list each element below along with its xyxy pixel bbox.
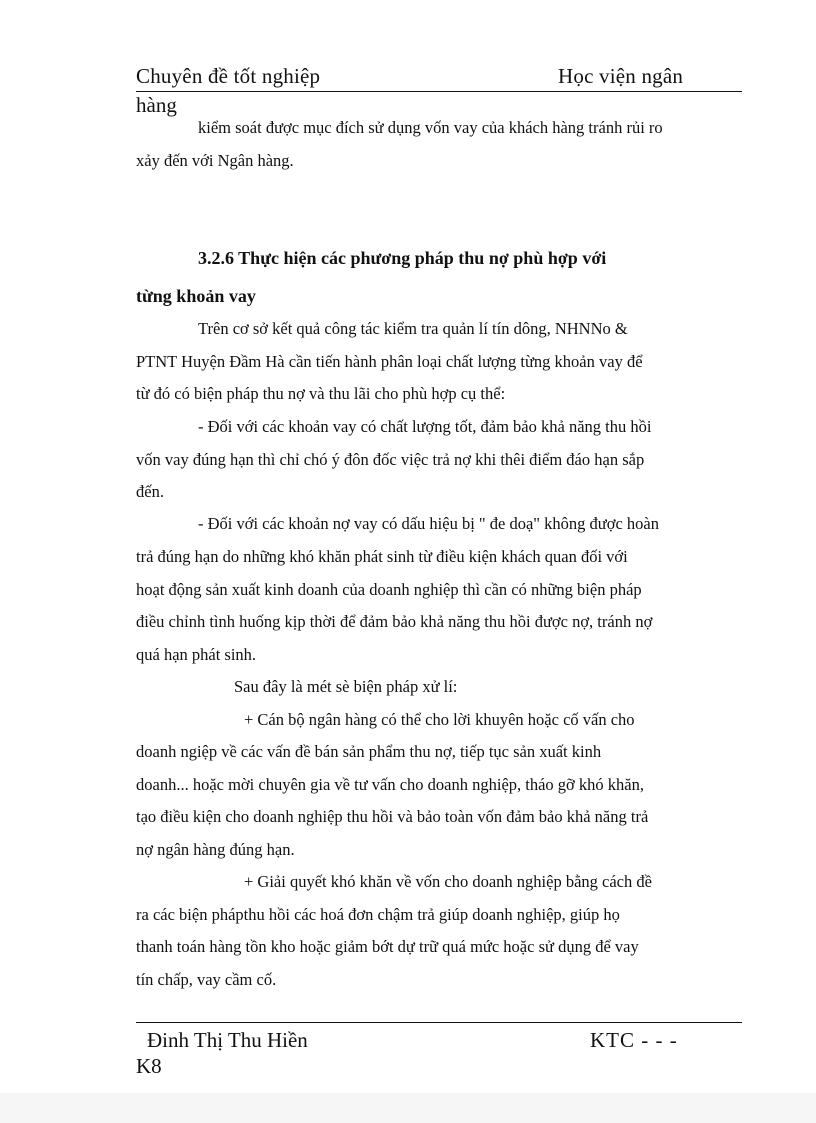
body-line: + Giải quyết khó khăn về vốn cho doanh nghiệp bằng cách đề [244, 872, 652, 891]
body-line: quá hạn phát sinh. [136, 645, 257, 664]
footer-class-wrap: K8 [136, 1054, 162, 1078]
body-line: từ đó có biện pháp thu nợ và thu lãi cho phù hợp cụ thể: [136, 384, 506, 403]
body-line: xảy đến với Ngân hàng. [136, 151, 294, 170]
body-line: Sau đây là mét sè biện pháp xử lí: [234, 677, 458, 696]
footer-divider [136, 1022, 742, 1023]
body-line: doanh... hoặc mời chuyên gia về tư vấn cho doanh nghiệp, tháo gỡ khó khăn, [136, 775, 644, 794]
body-line: PTNT Huyện Đầm Hà cần tiến hành phân loại chất lượng từng khoản vay để [136, 352, 643, 371]
header-divider [136, 91, 742, 92]
body-line: + Cán bộ ngân hàng có thể cho lời khuyên hoặc cố vấn cho [244, 710, 635, 729]
footer-class: KTC - - - [590, 1028, 678, 1052]
body-line: - Đối với các khoản nợ vay có dấu hiệu bị " đe doạ" không được hoàn [198, 514, 659, 533]
body-line: - Đối với các khoản vay có chất lượng tốt, đảm bảo khả năng thu hồi [198, 417, 652, 436]
section-heading: 3.2.6 Thực hiện các phương pháp thu nợ phù hợp với [198, 248, 607, 268]
header-institution-wrap: hàng [136, 93, 177, 117]
body-line: vốn vay đúng hạn thì chỉ chó ý đôn đốc việc trả nợ khi thêi điểm đáo hạn sắp [136, 450, 645, 469]
section-heading: từng khoản vay [136, 286, 256, 306]
body-line: tạo điều kiện cho doanh nghiệp thu hồi và bảo toàn vốn đảm bảo khả năng trả [136, 807, 649, 826]
body-line: nợ ngân hàng đúng hạn. [136, 840, 295, 859]
body-line: Trên cơ sở kết quả công tác kiểm tra quản lí tín dông, NHNNo & [198, 319, 628, 338]
header-title: Chuyên đề tốt nghiệp [136, 64, 321, 88]
body-line: trả đúng hạn do những khó khăn phát sinh từ điều kiện khách quan đối với [136, 547, 628, 566]
body-line: hoạt động sản xuất kinh doanh của doanh nghiệp thì cần có những biện pháp [136, 580, 642, 599]
footer-author: Đinh Thị Thu Hiền [147, 1028, 308, 1052]
body-line: điều chỉnh tình huống kịp thời để đảm bảo khả năng thu hồi được nợ, tránh nợ [136, 612, 653, 631]
body-line: đến. [136, 482, 164, 501]
body-line: ra các biện phápthu hồi các hoá đơn chậm trả giúp doanh nghiệp, giúp họ [136, 905, 620, 924]
body-line: doanh ngiệp về các vấn đề bán sản phẩm thu nợ, tiếp tục sản xuất kinh [136, 742, 602, 761]
header-institution: Học viện ngân [558, 64, 684, 88]
body-line: kiểm soát được mục đích sử dụng vốn vay của khách hàng tránh rủi ro [198, 118, 663, 137]
body-line: tín chấp, vay cầm cố. [136, 970, 277, 989]
page-bottom-edge [0, 1093, 816, 1123]
body-line: thanh toán hàng tồn kho hoặc giảm bớt dự trữ quá mức hoặc sử dụng để vay [136, 937, 639, 956]
